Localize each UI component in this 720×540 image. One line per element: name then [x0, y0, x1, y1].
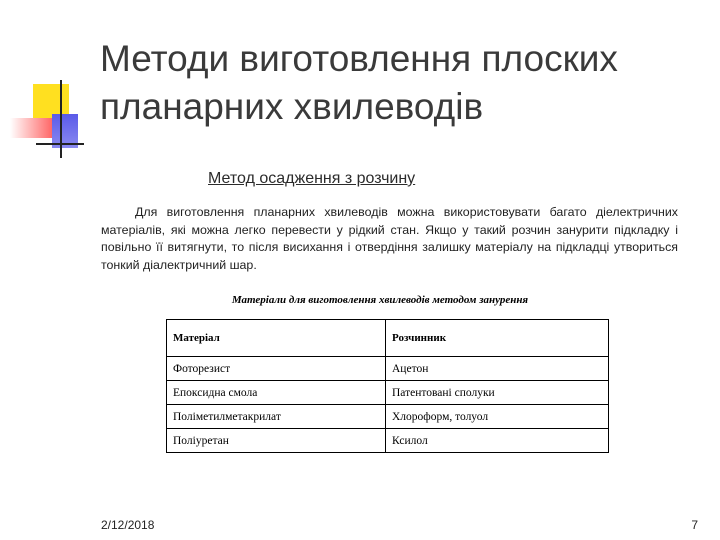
- materials-table: [166, 319, 609, 453]
- slide-title: [100, 35, 700, 131]
- table-row: [167, 357, 609, 381]
- title-line-1: Методи виготовлення плоских: [100, 38, 618, 79]
- table-row: [167, 405, 609, 429]
- table-header-row: [167, 320, 609, 357]
- cell-solvent: Ксилол: [386, 429, 609, 453]
- body-paragraph: Для виготовлення планарних хвилеводів можна використовувати багато діелектричних матеріалів, які можна легко перевести у рідкий стан. Якщо у такий розчин занурити підкладку і повільно її витягнути, то після висихання і отвердіння залишку матеріалу на підкладці утвориться тонкий діалектричний шар.: [101, 205, 678, 272]
- cell-material: Епоксидна смола: [167, 381, 386, 405]
- cell-material: Поліметилметакрилат: [167, 405, 386, 429]
- slide-subtitle: Метод осадження з розчину: [208, 170, 416, 187]
- decor-horizontal-line: [36, 143, 84, 145]
- decor-vertical-line: [60, 80, 62, 158]
- table-row: [167, 381, 609, 405]
- table-row: [167, 429, 609, 453]
- page-number: 7: [691, 518, 698, 532]
- cell-solvent: Патентовані сполуки: [386, 381, 609, 405]
- slide-date: 2/12/2018: [101, 518, 155, 532]
- cell-solvent: Ацетон: [386, 357, 609, 381]
- title-line-2: планарних хвилеводів: [100, 86, 484, 127]
- cell-material: Фоторезист: [167, 357, 386, 381]
- decor-red-bar: [10, 118, 54, 138]
- cell-material: Поліуретан: [167, 429, 386, 453]
- table-caption: Матеріали для виготовлення хвилеводів методом занурення: [231, 294, 529, 306]
- cell-solvent: Хлороформ, толуол: [386, 405, 609, 429]
- header-material: Матеріал: [167, 320, 386, 357]
- header-solvent: Розчинник: [386, 320, 609, 357]
